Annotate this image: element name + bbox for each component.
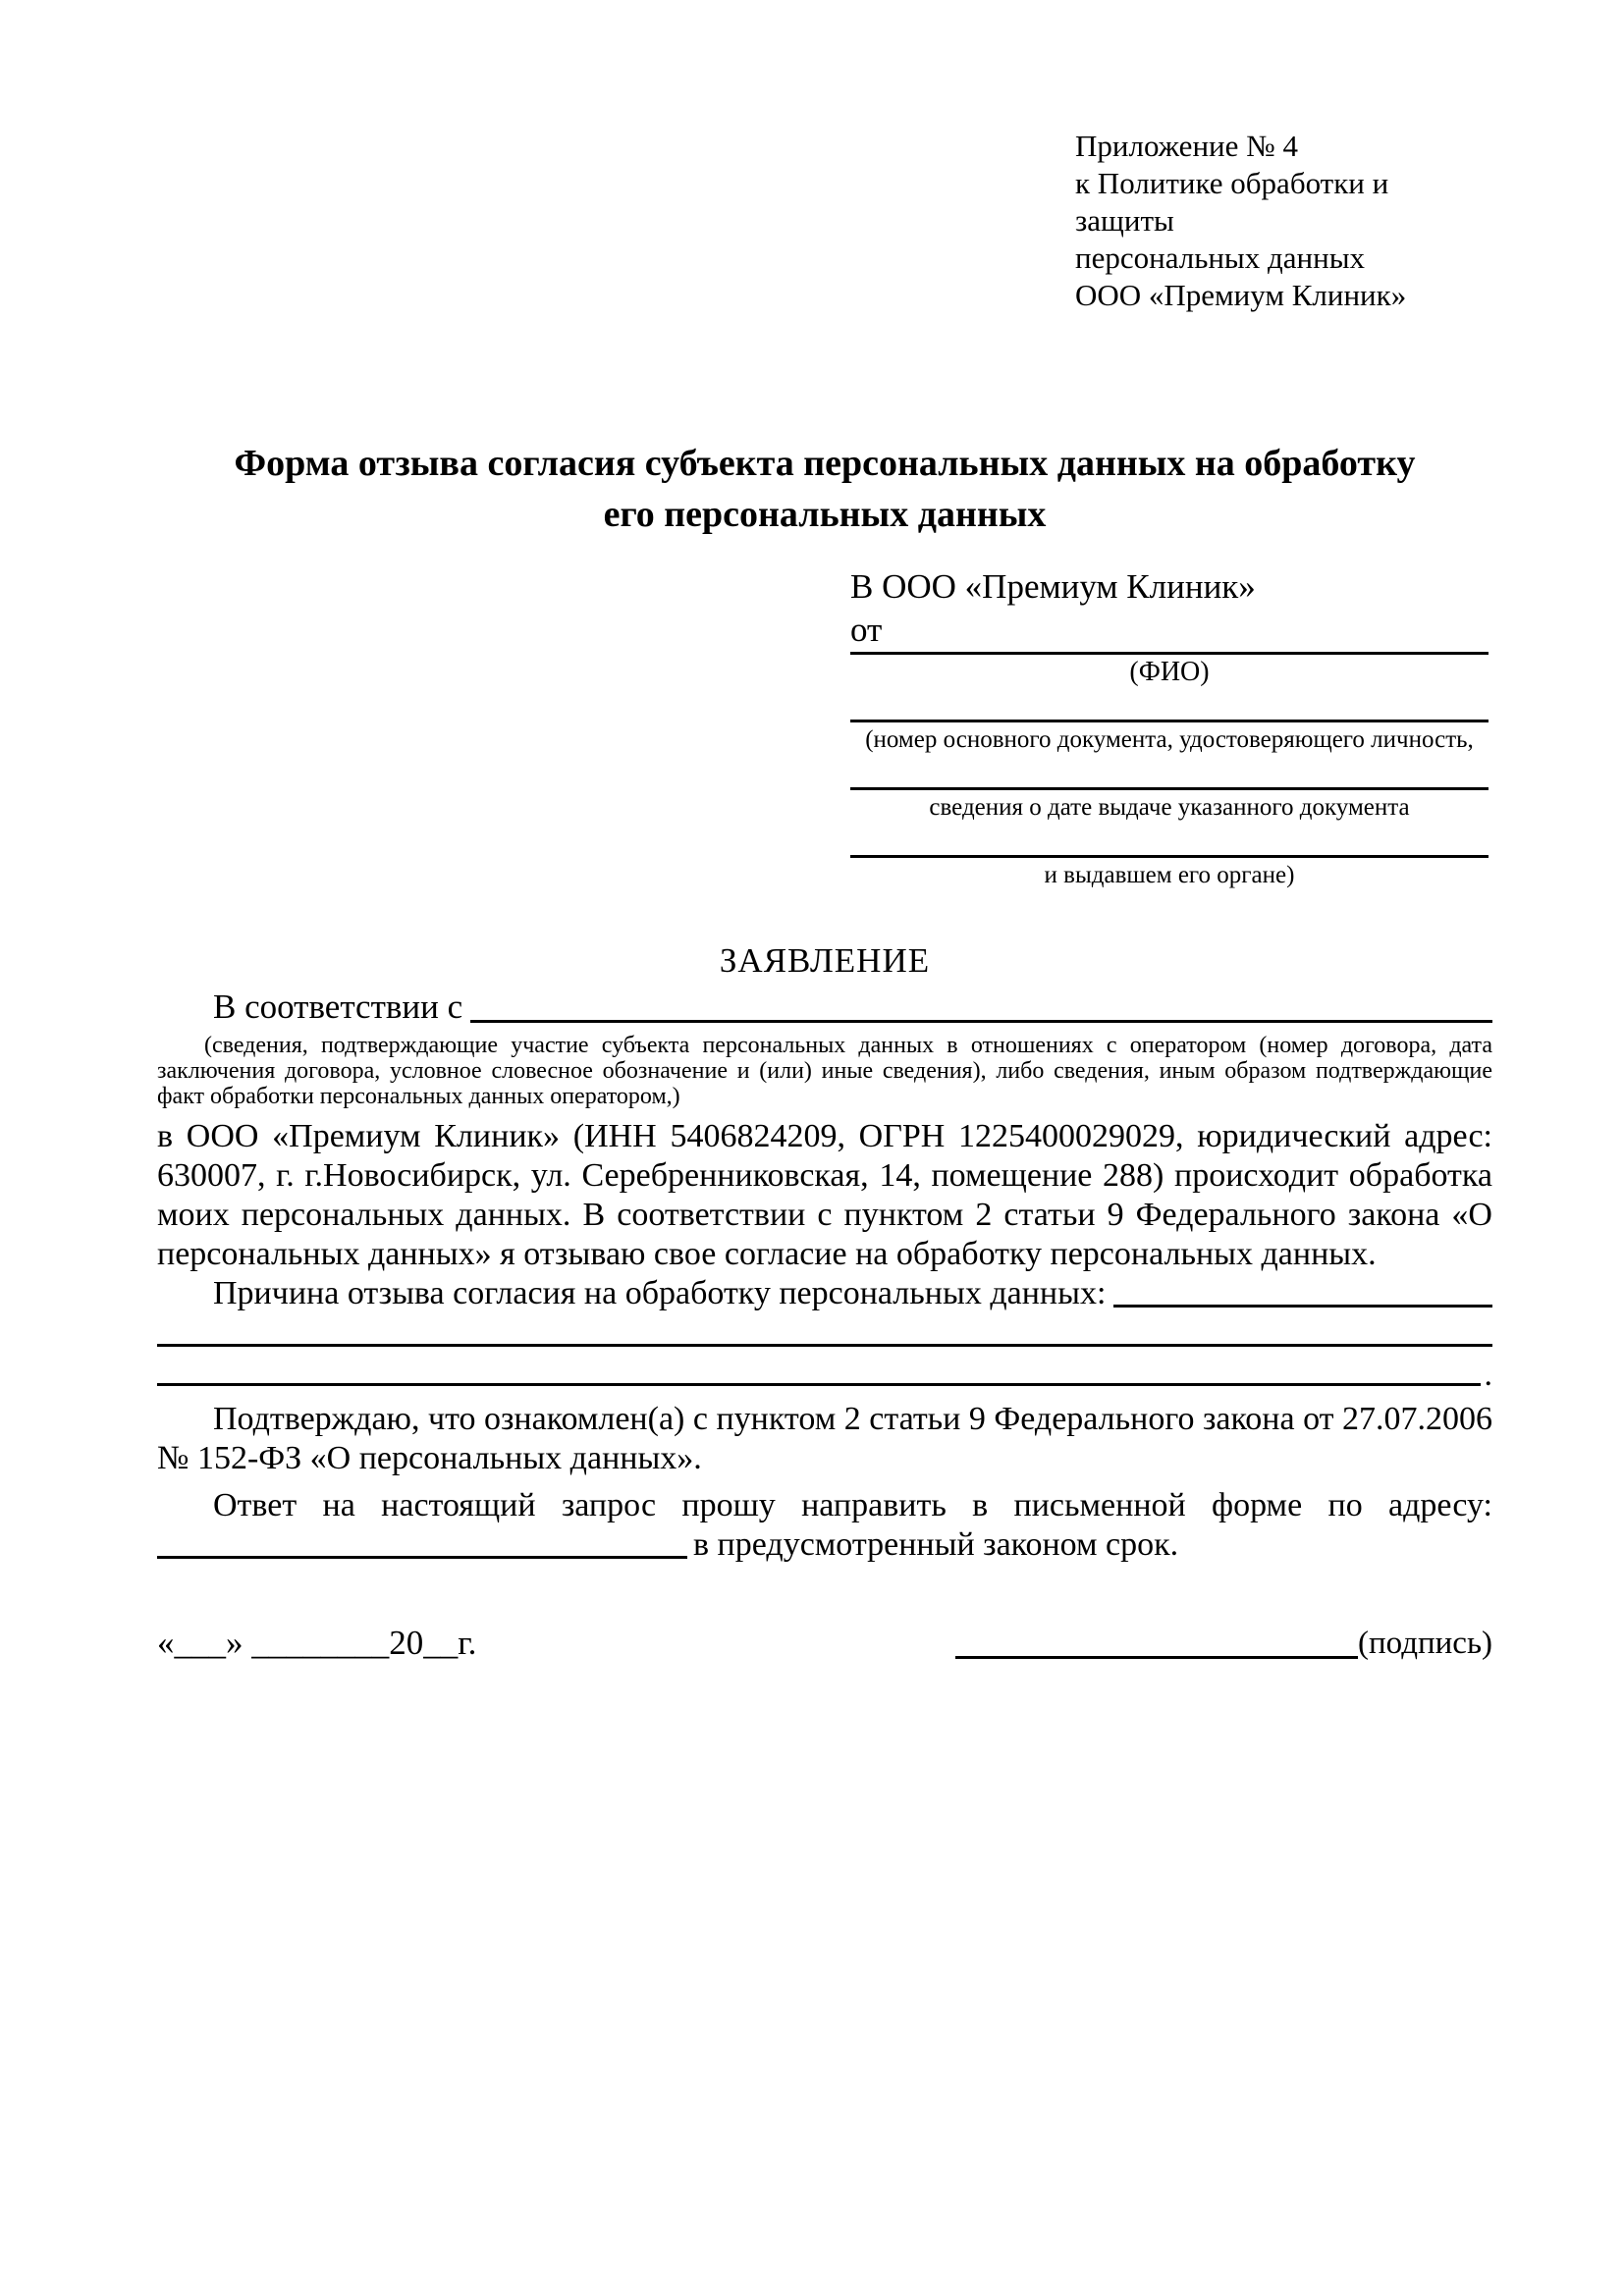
signature-caption: (подпись) [1358,1626,1492,1661]
reply-request-paragraph: Ответ на настоящий запрос прошу направить в письменной форме по адресу: [213,1487,1492,1523]
reason-blank-line-2 [157,1353,1492,1392]
reason-label: Причина отзыва согласия на обработку персональных данных: [213,1275,1107,1311]
basis-row [157,986,1492,1029]
sentence-terminator: . [1484,1357,1492,1393]
document-title [157,438,1492,540]
reason-input-line-2[interactable] [157,1344,1492,1347]
reply-address-row [157,1525,1492,1565]
appendix-line: персональных данных [1075,240,1366,275]
confirmation-paragraph: Подтверждаю, что ознакомлен(а) с пунктом 2 статьи 9 Федерального закона от 27.07.2006 № 152-ФЗ «О персональных данных». [157,1401,1492,1476]
statement-heading: ЗАЯВЛЕНИЕ [719,941,931,980]
basis-label: В соответствии с [213,988,463,1026]
issue-date-caption: сведения о дате выдаче указанного документа [929,794,1410,821]
document-title-line2: его персональных данных [603,494,1047,535]
reason-input-line-3[interactable] [157,1383,1481,1386]
reason-row [157,1274,1492,1313]
issue-date-field [850,787,1489,826]
appendix-line: ООО «Премиум Клиник» [1075,278,1407,312]
basis-input-line[interactable] [470,1020,1492,1023]
addressee-from: от [850,611,883,649]
reply-suffix: в предусмотренный законом срок. [693,1526,1179,1563]
fio-caption: (ФИО) [1129,657,1210,687]
body-paragraph: в ООО «Премиум Клиник» (ИНН 5406824209, ОГРН 1225400029029, юридический адрес: 630007, г. г.Новосибирск, ул. Серебренниковская, 14, помещение 288) происходит обработка моих персональных данных. В соответствии с пунктом 2 статьи 9 Федерального закона «О персональных данных» я отзываю свое согласие на обработку персональных данных. [157,1118,1492,1272]
issuing-authority-caption: и выдавшем его органе) [1044,862,1295,888]
reason-input-line[interactable] [1113,1305,1492,1308]
issuing-authority-field [850,855,1489,893]
signature-input-line[interactable] [955,1656,1358,1659]
appendix-block [1075,128,1492,314]
document-title-line1: Форма отзыва согласия субъекта персональных данных на обработку [234,443,1416,484]
appendix-line: к Политике обработки и защиты [1075,166,1389,238]
basis-fine-print: (сведения, подтверждающие участие субъекта персональных данных в отношениях с оператором (номер договора, дата заключения договора, условное словесное обозначение и (или) иные сведения), либо сведения, иным образом подтверждающие факт обработки персональных данных оператором,) [157,1033,1492,1109]
date-line: «___» ________20__г. [157,1624,477,1662]
reason-blank-line-1 [157,1313,1492,1353]
document-number-field [850,720,1489,758]
signature-block [955,1622,1492,1665]
fio-field [850,652,1489,690]
reply-address-input-line[interactable] [157,1556,687,1559]
addressee-to: В ООО «Премиум Клиник» [850,567,1256,606]
addressee-block [850,565,1489,893]
appendix-line: Приложение № 4 [1075,129,1298,163]
document-number-caption: (номер основного документа, удостоверяющего личность, [865,726,1474,753]
footer-row [157,1622,1492,1665]
